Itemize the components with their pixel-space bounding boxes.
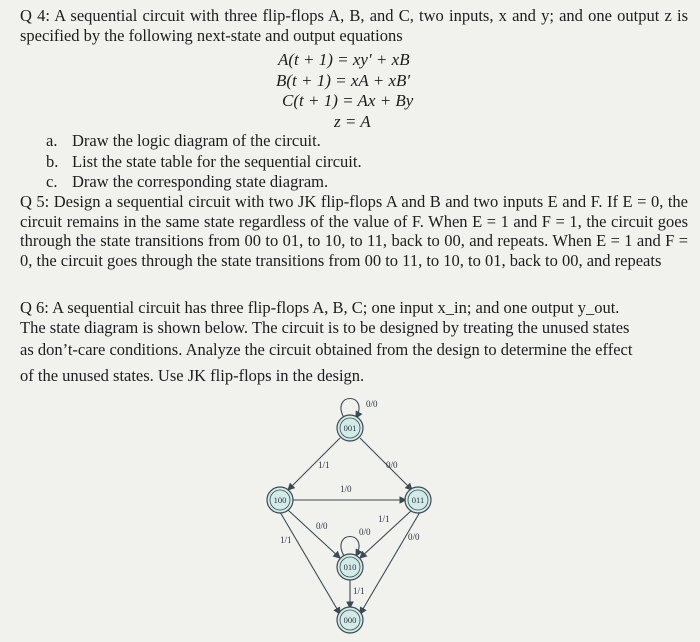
label-011-010: 1/1 [378, 514, 390, 524]
label-100-000: 1/1 [280, 535, 292, 545]
edge-100-010 [288, 510, 340, 558]
state-000-label: 000 [343, 615, 357, 625]
state-000 [337, 607, 363, 633]
q4-text: Q 4: A sequential circuit with three flip-flops A, B, and C, two inputs, x and y; and one output z is specified by the following next-state and output equations [20, 6, 688, 45]
item-label: b. [46, 152, 59, 171]
equation-a: A(t + 1) = xy′ + xB [278, 50, 410, 69]
state-100-label: 100 [273, 495, 287, 505]
state-100 [267, 487, 293, 513]
equation-b: B(t + 1) = xA + xB′ [276, 70, 411, 90]
item-text: List the state table for the sequential circuit. [72, 152, 362, 171]
label-010-000: 1/1 [353, 586, 365, 596]
label-001-001: 0/0 [366, 399, 378, 409]
item-text: Draw the corresponding state diagram. [72, 172, 329, 191]
state-011-label: 011 [411, 495, 425, 505]
state-diagram [260, 388, 440, 638]
item-text: Draw the logic diagram of the circuit. [72, 131, 321, 150]
q5-text: Q 5: Design a sequential circuit with two JK flip-flops A and B and two inputs E and F. If E = 0, the circuit remains in the same state regardless of the value of F. When E = 1 and F = 1, the circuit goes through the state transitions from 00 to 01, to 10, to 11, back to 00, and repeats. When E = 1 and F = 0, the circuit goes through the state transitions from 00 to 11, to 10, to 01, back to 00, and repeats [20, 192, 688, 270]
state-011 [405, 487, 431, 513]
state-nodes [267, 415, 431, 633]
q4-item-c [46, 172, 328, 192]
equation-c: C(t + 1) = Ax + By [282, 91, 414, 110]
state-diagram-svg [260, 388, 440, 638]
label-001-011: 0/0 [386, 460, 398, 470]
q6-line-2: The state diagram is shown below. The circuit is to be designed by treating the unused states [20, 317, 630, 337]
edge-001-100 [288, 438, 340, 490]
label-001-100: 1/1 [318, 460, 330, 470]
item-label: c. [46, 172, 58, 191]
q4-item-b [46, 152, 362, 172]
label-100-010: 0/0 [316, 521, 328, 531]
equation-z: z = A [334, 111, 371, 131]
edge-010-010 [341, 537, 359, 557]
label-011-000: 0/0 [408, 532, 420, 542]
equations-block [270, 50, 510, 132]
state-010-label: 010 [343, 562, 357, 572]
q6-line-1: Q 6: A sequential circuit has three flip-flops A, B, C; one input x_in; and one output y_out. [20, 298, 620, 317]
label-100-011: 1/0 [340, 484, 352, 494]
state-001 [337, 415, 363, 441]
edge-100-000 [280, 512, 340, 614]
state-010 [337, 554, 363, 580]
q6-line-3: as don’t-care conditions. Analyze the circuit obtained from the design to determine the effect [20, 340, 633, 359]
item-label: a. [46, 131, 58, 150]
q6-line-4: of the unused states. Use JK flip-flops in the design. [20, 366, 365, 385]
q6-text [20, 298, 688, 389]
label-010-010: 0/0 [359, 527, 371, 537]
state-001-label: 001 [343, 423, 357, 433]
q4-item-a [46, 131, 321, 151]
